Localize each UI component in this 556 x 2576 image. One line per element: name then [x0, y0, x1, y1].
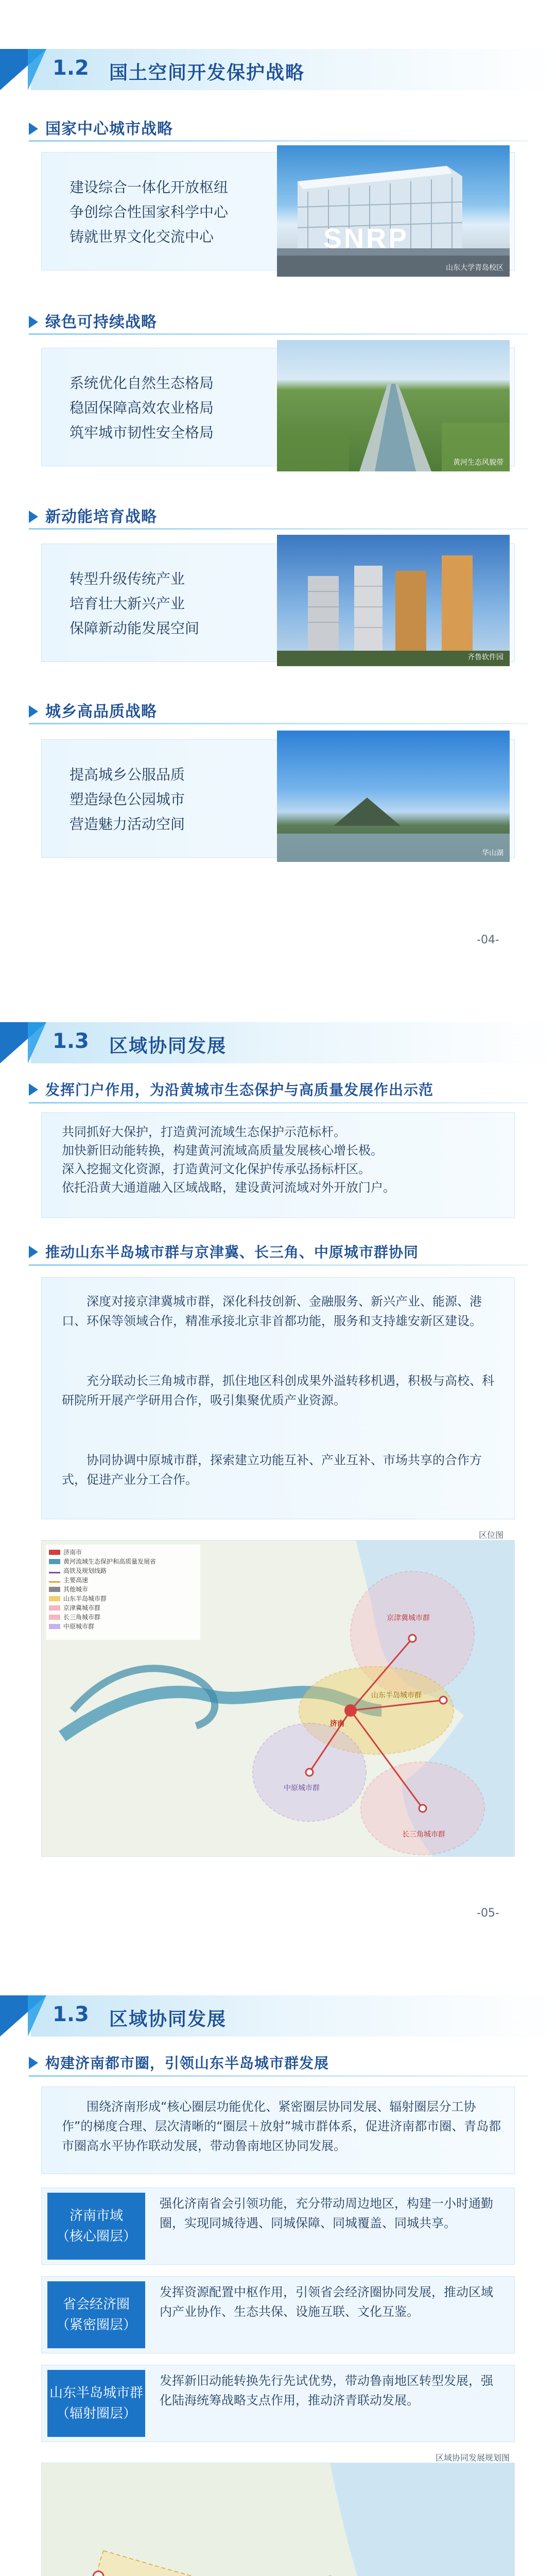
swatch	[49, 1615, 60, 1620]
paragraph-1: 深度对接京津冀城市群，深化科技创新、金融服务、新兴产业、能源、港口、环保等领域合作，精准承接北京非首都功能，服务和支持雄安新区建设。	[62, 1294, 482, 1328]
divider	[29, 1102, 528, 1104]
zone-tag-line: 省会经济圈	[62, 2297, 130, 2312]
page-number: -04-	[477, 934, 499, 946]
triangle-icon	[29, 1246, 38, 1258]
map-label: 山东半岛城市群	[371, 1691, 422, 1700]
panel-line: 系统优化自然生态格局	[70, 375, 214, 392]
swatch	[49, 1596, 60, 1601]
divider	[29, 723, 528, 724]
page-06	[0, 1946, 556, 2576]
legend-item	[49, 1575, 156, 1585]
heading-2	[29, 1241, 419, 1262]
triangle-icon	[29, 1083, 38, 1096]
subsection-title-3	[29, 504, 157, 527]
swatch	[49, 1581, 60, 1583]
map-label: 中原城市群	[284, 1784, 320, 1792]
bullet-line: 依托沿黄大通道融入区域战略，建设黄河流域对外开放门户。	[62, 1180, 395, 1195]
subsection-title-text: 国家中心城市战略	[45, 120, 173, 138]
photo-university	[277, 145, 510, 277]
swatch	[49, 1550, 60, 1555]
section-accent-2	[28, 1022, 46, 1063]
map-title: 区位图	[479, 1530, 504, 1540]
divider	[29, 140, 528, 142]
panel-line: 营造魅力活动空间	[70, 816, 185, 833]
paragraph-2: 充分联动长三角城市群，抓住地区科创成果外溢转移机遇，积极与高校、科研院所开展产学研用合作，吸引集聚优质产业资源。	[62, 1374, 494, 1408]
section-accent-2	[28, 49, 46, 90]
triangle-icon	[29, 511, 38, 523]
section-number: 1.2	[53, 56, 89, 80]
panel-line: 建设综合一体化开放枢纽	[70, 179, 229, 196]
subsection-title-text: 城乡高品质战略	[45, 703, 157, 721]
section-title: 区域协同发展	[109, 1036, 227, 1057]
panel-line: 转型升级传统产业	[70, 570, 185, 587]
legend-label: 主要高速	[63, 1577, 89, 1584]
page-04	[0, 0, 556, 973]
subsection-title-text: 绿色可持续战略	[45, 313, 157, 331]
triangle-icon	[29, 316, 38, 328]
section-accent-2	[28, 1995, 46, 2037]
panel-line: 稳固保障高效农业格局	[70, 399, 214, 416]
section-number: 1.3	[53, 2003, 89, 2026]
photo-caption: 山东大学青岛校区	[446, 264, 503, 272]
swatch	[49, 1587, 60, 1592]
legend-label: 高铁及规划线路	[63, 1567, 107, 1574]
section-number: 1.3	[53, 1029, 89, 1053]
triangle-icon	[29, 705, 38, 718]
panel-lines-2	[70, 371, 214, 445]
subsection-title-2	[29, 309, 157, 332]
swatch	[49, 1605, 60, 1611]
legend-item	[49, 1603, 156, 1613]
map-title: 区域协同发展规划图	[436, 2453, 510, 2463]
map-label: 长三角城市群	[402, 1831, 445, 1839]
divider	[29, 2075, 528, 2077]
legend-label: 中原城市群	[63, 1623, 95, 1630]
towers-illustration	[277, 535, 510, 666]
heading-text: 推动山东半岛城市群与京津冀、长三角、中原城市群协同	[45, 1244, 419, 1261]
panel-lines-4	[70, 762, 185, 837]
panel-line: 保障新动能发展空间	[70, 620, 200, 637]
bullet-line: 深入挖掘文化资源，打造黄河文化保护传承弘扬标杆区。	[62, 1162, 371, 1176]
section-header	[0, 1022, 556, 1063]
zone-tag-line: （辐射圈层）	[56, 2406, 136, 2421]
zone-tag-3	[47, 2370, 145, 2437]
panel-line: 提高城乡公服品质	[70, 766, 185, 783]
subsection-title-1	[29, 116, 173, 139]
swatch	[49, 1572, 60, 1573]
intro-paragraph: 围绕济南形成“核心圈层功能优化、紧密圈层协同发展、辐射圈层分工协作”的梯度合理、层次清晰的“圈层＋放射”城市群体系，促进济南都市圈、青岛都市圈高水平协作联动发展，带动鲁南地区协同发展。	[62, 2099, 501, 2153]
regional-plan-map	[41, 2463, 515, 2576]
sign-text: SNRP	[323, 223, 409, 254]
zone-tag-line: 山东半岛城市群	[49, 2385, 143, 2401]
triangle-icon	[29, 123, 38, 135]
legend-item	[49, 1613, 156, 1622]
photo-lake	[277, 731, 510, 862]
zone-text-1: 强化济南省会引领功能，充分带动周边地区，构建一小时通勤圈，实现同城待遇、同城保障、同城覆盖、同城共享。	[160, 2196, 493, 2230]
zone-text-2: 发挥资源配置中枢作用，引领省会经济圈协同发展，推动区域内产业协作、生态共保、设施互联、文化互鉴。	[160, 2285, 493, 2319]
zone-tag-line: （紧密圈层）	[56, 2317, 136, 2333]
panel-lines-3	[70, 567, 199, 641]
bullet-line: 加快新旧动能转换，构建黄河流域高质量发展核心增长极。	[62, 1143, 383, 1158]
heading-text: 发挥门户作用，为沿黄城市生态保护与高质量发展作出示范	[45, 1081, 434, 1098]
bullet-line: 共同抓好大保护，打造黄河流域生态保护示范标杆。	[62, 1125, 346, 1139]
subsection-title-text: 新动能培育战略	[45, 508, 157, 526]
map-legend	[49, 1548, 156, 1631]
building-illustration	[277, 145, 510, 277]
photo-towers	[277, 535, 510, 666]
legend-label: 济南市	[63, 1549, 82, 1556]
map-label: 济南	[330, 1720, 344, 1728]
legend-item	[49, 1594, 156, 1603]
heading-text: 构建济南都市圈，引领山东半岛城市群发展	[45, 2055, 329, 2072]
heading	[29, 2052, 329, 2073]
photo-caption: 黄河生态风貌带	[453, 459, 503, 467]
panel-lines-1	[70, 175, 228, 249]
page-05	[0, 973, 556, 1946]
panel-line: 塑造绿色公园城市	[70, 791, 185, 808]
zone-tag-line: （核心圈层）	[56, 2229, 136, 2244]
legend-item	[49, 1622, 156, 1631]
paragraph-3: 协同协调中原城市群，探索建立功能互补、产业互补、市场共享的合作方式，促进产业分工合作。	[62, 1453, 482, 1487]
legend-item	[49, 1557, 156, 1566]
legend-item	[49, 1548, 156, 1557]
section-title: 区域协同发展	[109, 2009, 227, 2030]
legend-label: 山东半岛城市群	[63, 1595, 107, 1602]
legend-label: 长三角城市群	[63, 1614, 101, 1621]
plan-map-illustration	[42, 2463, 515, 2576]
zone-tag-2	[47, 2281, 145, 2348]
river-illustration	[277, 340, 510, 471]
photo-river	[277, 340, 510, 471]
legend-item	[49, 1585, 156, 1594]
legend-label: 其他城市	[63, 1586, 89, 1593]
swatch	[49, 1624, 60, 1629]
page-number: -05-	[477, 1907, 499, 1920]
map-label: 京津冀城市群	[387, 1614, 430, 1622]
panel-line: 铸就世界文化交流中心	[70, 228, 214, 245]
divider	[29, 1264, 528, 1266]
location-map	[41, 1540, 515, 1857]
heading-1	[29, 1079, 433, 1099]
photo-caption: 华山湖	[482, 849, 503, 857]
panel-line: 争创综合性国家科学中心	[70, 204, 229, 221]
legend-item	[49, 1566, 156, 1575]
subsection-title-4	[29, 699, 157, 721]
legend-label: 黄河流域生态保护和高质量发展省	[63, 1558, 157, 1565]
section-title: 国土空间开发保护战略	[109, 62, 305, 83]
zone-tag-1	[47, 2193, 145, 2260]
zone-text-3: 发挥新旧动能转换先行先试优势，带动鲁南地区转型发展，强化陆海统筹战略支点作用，推动济青联动发展。	[160, 2374, 493, 2408]
divider	[29, 528, 528, 530]
mountain-illustration	[277, 731, 510, 862]
section-header	[0, 49, 556, 90]
legend-label: 京津冀城市群	[63, 1604, 101, 1612]
section-header	[0, 1995, 556, 2037]
swatch	[49, 1559, 60, 1564]
bullets-list	[62, 1123, 505, 1197]
panel-line: 筑牢城市韧性安全格局	[70, 424, 214, 441]
triangle-icon	[29, 2057, 38, 2069]
divider	[29, 333, 528, 335]
zone-tag-line: 济南市域	[69, 2208, 123, 2224]
panel-line: 培育壮大新兴产业	[70, 595, 185, 612]
photo-caption: 齐鲁软件园	[467, 653, 503, 662]
